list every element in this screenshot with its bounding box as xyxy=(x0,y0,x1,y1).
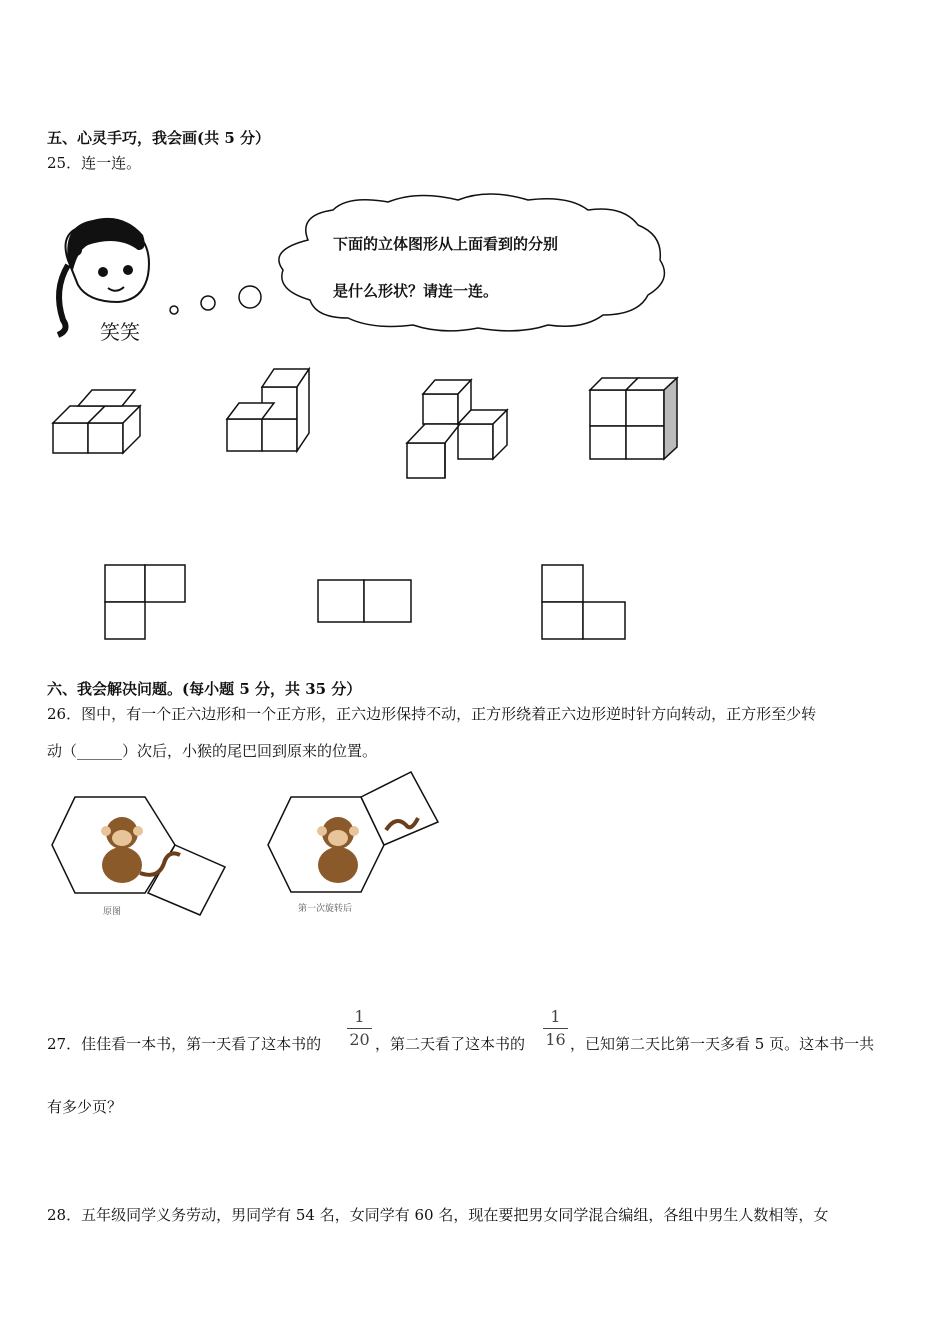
hexagon-rotated-figure xyxy=(266,770,446,900)
figure-label-original: 原图 xyxy=(103,907,122,917)
solid-figure-3 xyxy=(405,378,515,483)
fraction-numerator: 1 xyxy=(550,1007,561,1026)
fraction-1-20 xyxy=(347,1008,372,1049)
section-5-heading: 五、心灵手巧，我会画(共 5 分） xyxy=(47,129,270,147)
fraction-numerator: 1 xyxy=(354,1007,365,1026)
question-28-line-1: 28．五年级同学义务劳动，男同学有 54 名，女同学有 60 名，现在要把男女同学混合编组，各组中男生人数相等，女 xyxy=(47,1206,829,1224)
figure-label-after-rotation: 第一次旋转后 xyxy=(298,904,353,914)
girl-thinking-illustration xyxy=(48,190,698,350)
character-label: 笑笑 xyxy=(100,320,140,344)
question-26-line-1: 26．图中，有一个正六边形和一个正方形，正六边形保持不动，正方形绕着正六边形逆时针方向转动，正方形至少转 xyxy=(47,705,817,723)
cloud-text-line-2: 是什么形状？请连一连。 xyxy=(333,282,499,300)
question-27-part-3: ，已知第二天比第一天多看 5 页。这本书一共 xyxy=(570,1035,875,1053)
question-27-part-2: ，第二天看了这本书的 xyxy=(375,1035,526,1053)
plane-view-1 xyxy=(104,564,189,642)
hexagon-original-figure xyxy=(50,795,230,920)
question-27-line-2: 有多少页？ xyxy=(47,1098,123,1116)
section-6-heading: 六、我会解决问题。(每小题 5 分，共 35 分） xyxy=(47,680,362,698)
fraction-denominator: 16 xyxy=(545,1030,566,1049)
question-27-part-1: 27．佳佳看一本书，第一天看了这本书的 xyxy=(47,1035,322,1053)
solid-figure-2 xyxy=(225,365,325,460)
fraction-1-16 xyxy=(543,1008,568,1049)
plane-view-2 xyxy=(317,579,415,625)
cloud-text-line-1: 下面的立体图形从上面看到的分别 xyxy=(333,235,559,253)
solid-figure-1 xyxy=(50,385,150,460)
thought-cloud xyxy=(279,194,665,331)
plane-view-3 xyxy=(541,564,629,642)
solid-figure-4 xyxy=(588,376,683,466)
fraction-denominator: 20 xyxy=(349,1030,370,1049)
question-26-line-2: 动（______）次后，小猴的尾巴回到原来的位置。 xyxy=(47,742,378,760)
question-25: 25．连一连。 xyxy=(47,154,142,172)
